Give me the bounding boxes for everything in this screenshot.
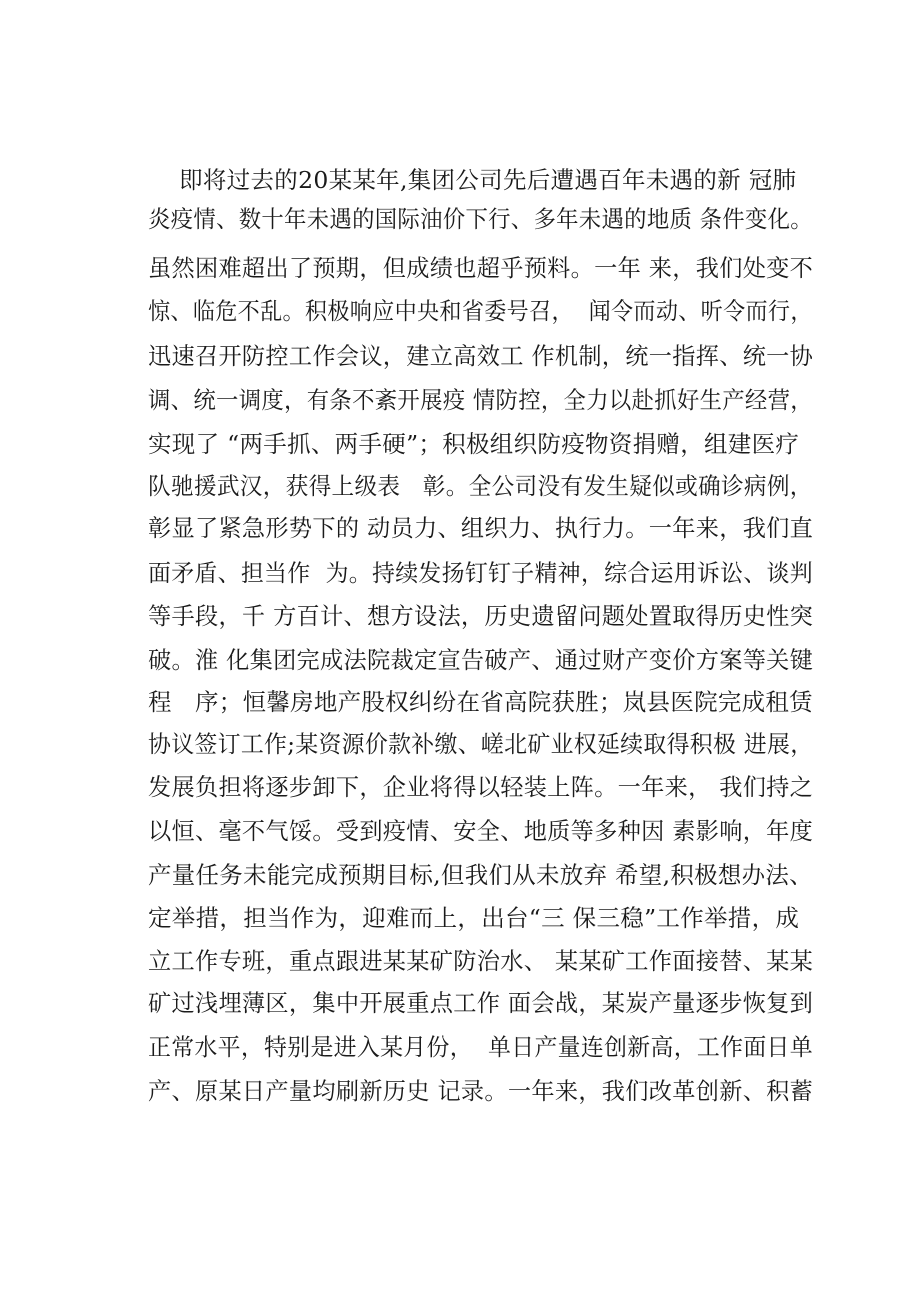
text-line: 程 序；恒馨房地产股权纠纷在省高院获胜；岚县医院完成租赁	[148, 688, 813, 716]
text-line: 协议签订工作;某资源价款补缴、嵯北矿业权延续取得积极 进展，	[148, 730, 814, 758]
text-line: 炎疫情、数十年未遇的国际油价下行、多年未遇的地质 条件变化。	[148, 205, 813, 233]
text-line: 正常水平，特别是进入某月份， 单日产量连创新高，工作面日单	[148, 1033, 813, 1061]
text-line: 队驰援武汉，获得上级表 彰。全公司没有发生疑似或确诊病例，	[148, 472, 813, 500]
text-line: 面矛盾、担当作 为。持续发扬钉钉子精神，综合运用诉讼、谈判	[148, 559, 813, 587]
text-line: 调、统一调度，有条不紊开展疫 情防控，全力以赴抓好生产经营，	[148, 386, 813, 414]
text-line: 彰显了紧急形势下的 动员力、组织力、执行力。一年来，我们直	[148, 514, 814, 542]
text-line: 虽然困难超出了预期，但成绩也超乎预料。一年 来，我们处变不	[148, 254, 814, 282]
text-line: 发展负担将逐步卸下，企业将得以轻装上阵。一年来， 我们持之	[148, 773, 814, 801]
text-line: 破。淮 化集团完成法院裁定宣告破产、通过财产变价方案等关键	[148, 646, 814, 674]
text-line: 等手段，千 方百计、想方设法，历史遗留问题处置取得历史性突	[148, 602, 814, 630]
text-line: 定举措，担当作为，迎难而上，出台“三 保三稳”工作举措，成	[148, 904, 800, 932]
text-line: 惊、临危不乱。积极响应中央和省委号召， 闻令而动、听令而行，	[148, 297, 813, 325]
text-line: 矿过浅埋薄区，集中开展重点工作 面会战，某炭产量逐步恢复到	[148, 989, 814, 1017]
text-line: 产量任务未能完成预期目标,但我们从未放弃 希望,积极想办法、	[148, 861, 813, 889]
text-line: 即将过去的20某某年,集团公司先后遭遇百年未遇的新 冠肺	[148, 166, 797, 194]
text-line: 立工作专班，重点跟进某某矿防治水、 某某矿工作面接替、某某	[148, 947, 814, 975]
text-line: 产、原某日产量均刷新历史 记录。一年来，我们改革创新、积蓄	[148, 1077, 814, 1105]
text-line: 以恒、毫不气馁。受到疫情、安全、地质等多种因 素影响，年度	[148, 817, 814, 845]
text-line: 实现了 “两手抓、两手硬”；积极组织防疫物资捐赠，组建医疗	[148, 430, 800, 458]
text-line: 迅速召开防控工作会议，建立高效工 作机制，统一指挥、统一协	[148, 342, 814, 370]
